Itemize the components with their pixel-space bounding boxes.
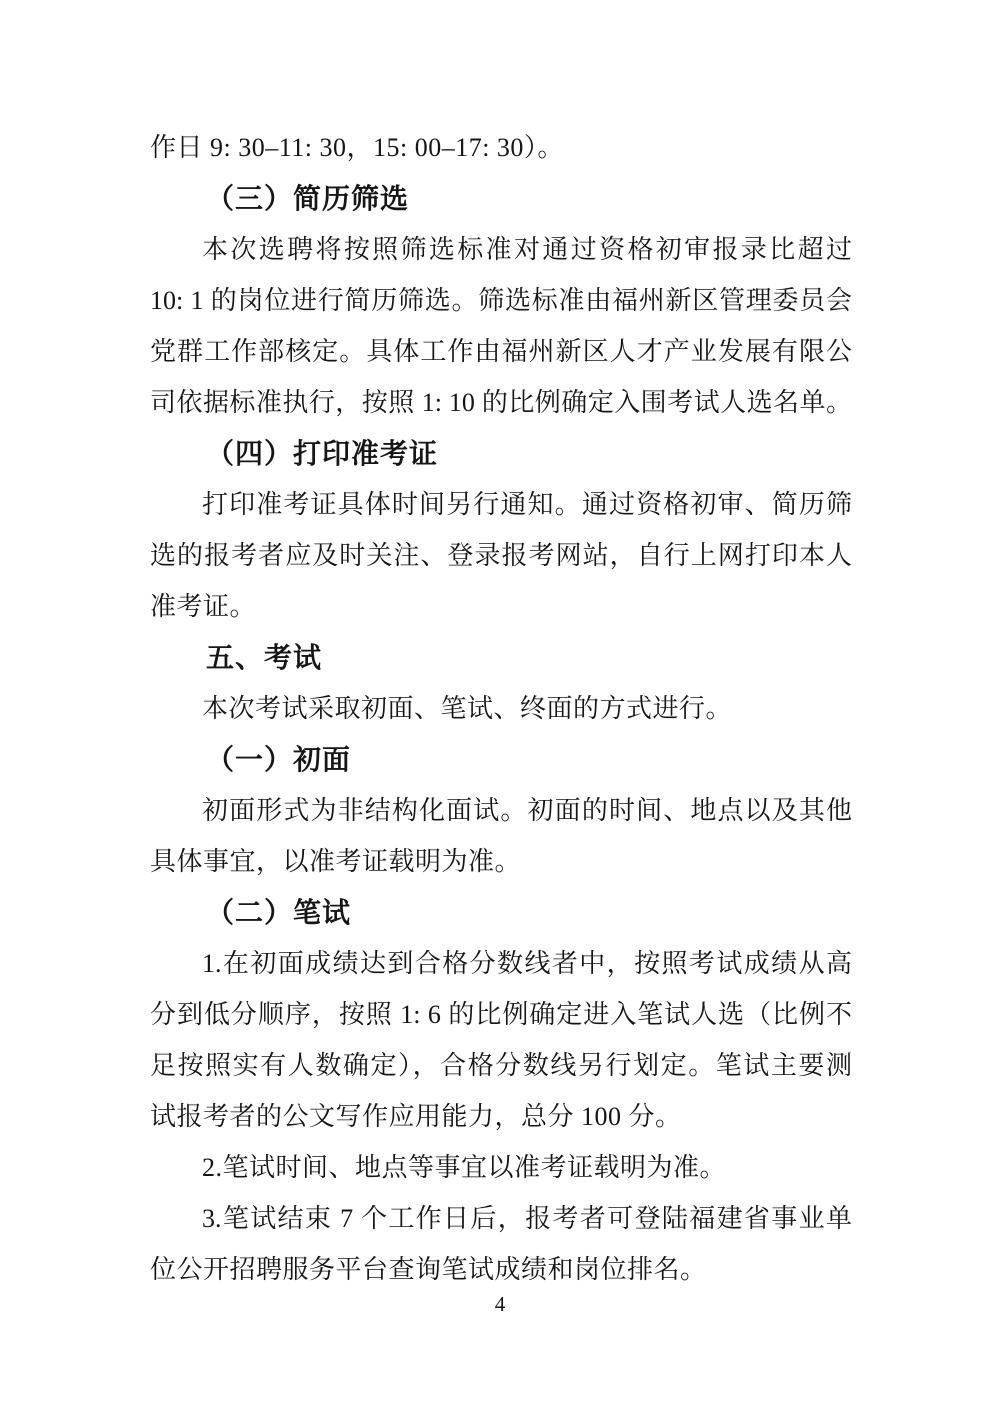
text-line: 3.笔试结束 7 个工作日后，报考者可登陆福建省事业单 bbox=[202, 1204, 852, 1233]
text-line: 10: 1 的岗位进行简历筛选。筛选标准由福州新区管理委员会 bbox=[150, 286, 852, 315]
text-line: 具体事宜，以准考证载明为准。 bbox=[150, 847, 522, 876]
section-heading: （四）打印准考证 bbox=[206, 438, 439, 469]
text-line: 试报考者的公文写作应用能力，总分 100 分。 bbox=[150, 1102, 682, 1131]
text-line: 司依据标准执行，按照 1: 10 的比例确定入围考试人选名单。 bbox=[150, 388, 852, 417]
text-line: 打印准考证具体时间另行通知。通过资格初审、简历筛 bbox=[202, 490, 852, 519]
text-line: 准考证。 bbox=[150, 592, 257, 621]
text-line: 选的报考者应及时关注、登录报考网站，自行上网打印本人 bbox=[150, 541, 852, 570]
text-line: 2.笔试时间、地点等事宜以准考证载明为准。 bbox=[202, 1153, 727, 1182]
text-line: 本次考试采取初面、笔试、终面的方式进行。 bbox=[202, 694, 733, 723]
section-heading: （二）笔试 bbox=[206, 897, 352, 928]
section-heading: （三）简历筛选 bbox=[206, 183, 410, 214]
section-heading: （一）初面 bbox=[206, 744, 352, 775]
text-line: 党群工作部核定。具体工作由福州新区人才产业发展有限公 bbox=[150, 337, 852, 366]
text-line: 足按照实有人数确定），合格分数线另行划定。笔试主要测 bbox=[150, 1051, 852, 1080]
text-line: 作日 9: 30–11: 30，15: 00–17: 30）。 bbox=[150, 133, 564, 162]
text-line: 分到低分顺序，按照 1: 6 的比例确定进入笔试人选（比例不 bbox=[150, 1000, 852, 1029]
text-line: 本次选聘将按照筛选标准对通过资格初审报录比超过 bbox=[202, 235, 852, 264]
document-body bbox=[150, 122, 852, 1295]
text-line: 1.在初面成绩达到合格分数线者中，按照考试成绩从高 bbox=[202, 949, 852, 978]
text-line: 初面形式为非结构化面试。初面的时间、地点以及其他 bbox=[202, 796, 852, 825]
page-number: 4 bbox=[494, 1292, 506, 1316]
section-heading: 五、考试 bbox=[206, 642, 323, 673]
text-line: 位公开招聘服务平台查询笔试成绩和岗位排名。 bbox=[150, 1255, 707, 1284]
